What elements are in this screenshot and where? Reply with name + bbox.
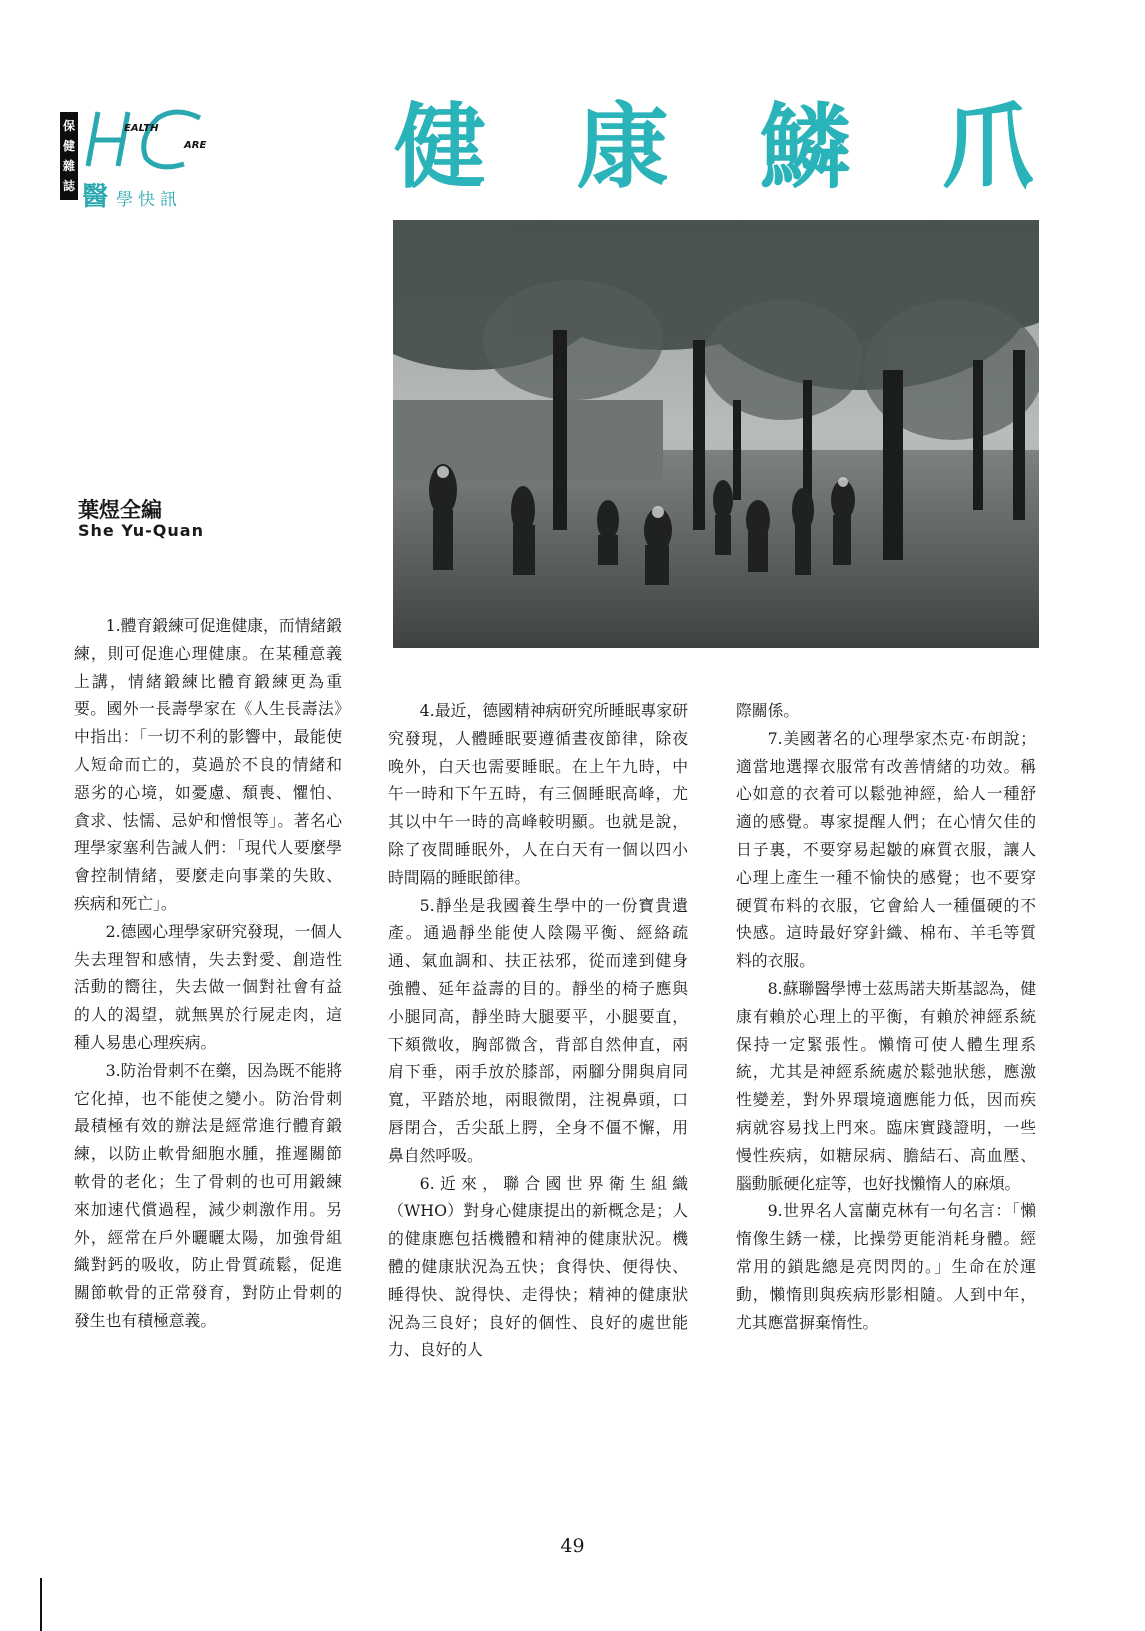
title-char: 康 (576, 93, 669, 201)
article-column-3 (736, 697, 1036, 1336)
title-char: 健 (394, 93, 487, 201)
article-paragraph: 3.防治骨刺不在藥，因為既不能將它化掉，也不能使之變小。防治骨刺最積極有效的辦法是經常進行體育鍛練，以防止軟骨細胞水腫，推遲關節軟骨的老化；生了骨刺的也可用鍛練來加速代償過程，減少刺激作用。另外，經常在戶外曬曬太陽，加強骨組織對鈣的吸收，防止骨質疏鬆，促進關節軟骨的正常發育，對防止骨刺的發生也有積極意義。 (74, 1060, 342, 1330)
logo-small-text: EALTH (124, 123, 159, 134)
vertical-label-char: 雜 (62, 159, 75, 173)
article-column-1 (74, 612, 342, 1335)
park-exercise-photo (393, 220, 1039, 648)
article-paragraph: 2.德國心理學家研究發現，一個人失去理智和感情，失去對愛、創造性活動的嚮往，失去做一個對社會有益的人的渴望，就無異於行屍走肉，這種人易患心理疾病。 (74, 921, 342, 1052)
page-title (394, 92, 1034, 202)
article-paragraph: 8.蘇聯醫學博士茲馬諾夫斯基認為，健康有賴於心理上的平衡，有賴於神經系統保持一定緊張性。懶惰可使人體生理系統，尤其是神經系統處於鬆弛狀態，應激性變差，對外界環境適應能力低，因而疾病就容易找上門來。臨床實踐證明，一些慢性疾病，如糖尿病、膽結石、高血壓、腦動脈硬化症等，也好找懶惰人的麻煩。 (736, 978, 1036, 1193)
vertical-label-char: 保 (62, 119, 75, 133)
vertical-label-char: 健 (62, 139, 75, 153)
author-name-en: She Yu-Quan (78, 521, 204, 540)
author-name-cn: 葉煜全編 (78, 498, 162, 522)
vertical-label-char: 誌 (62, 179, 75, 193)
page-number: 49 (560, 1535, 585, 1557)
magazine-vertical-label (60, 112, 78, 200)
article-paragraph: 1.體育鍛練可促進健康，而情緒鍛練，則可促進心理健康。在某種意義上講，情緒鍛練比體育鍛練更為重要。國外一長壽學家在《人生長壽法》中指出：「一切不利的影響中，最能使人短命而亡的，莫過於不良的情緒和惡劣的心境，如憂慮、頹喪、懼怕、貪求、怯懦、忌妒和憎恨等」。著名心理學家塞利告誡人們：「現代人要麼學會控制情緒，要麼走向事業的失敗、疾病和死亡」。 (74, 616, 342, 913)
section-label (82, 176, 182, 213)
article-paragraph: 7.美國著名的心理學家杰克·布朗說；適當地選擇衣服常有改善情緒的功效。稱心如意的衣着可以鬆弛神經，給人一種舒適的感覺。專家提醒人們；在心情欠佳的日子裏，不要穿易起皺的麻質衣服，讓人心理上產生一種不愉快的感覺；也不要穿硬質布料的衣服，它會給人一種僵硬的不快感。這時最好穿針織、棉布、羊毛等質料的衣服。 (736, 728, 1036, 971)
article-paragraph-continuation: 際關係。 (736, 701, 800, 720)
article-paragraph: 6.近來，聯合國世界衛生組織（WHO）對身心健康提出的新概念是；人的健康應包括機體和精神的健康狀況。機體的健康狀況為五快；食得快、便得快、睡得快、說得快、走得快；精神的健康狀況為三良好；良好的個性、良好的處世能力、良好的人 (388, 1173, 688, 1360)
section-label-big: 醫 (82, 182, 109, 212)
logo-small-text: ARE (184, 140, 207, 151)
scan-edge-line (40, 1578, 42, 1631)
article-column-2 (388, 697, 688, 1364)
title-char: 爪 (941, 93, 1034, 201)
health-care-logo (80, 104, 230, 174)
article-paragraph: 5.靜坐是我國養生學中的一份寶貴遺產。通過靜坐能使人陰陽平衡、經絡疏通、氣血調和、扶正祛邪，從而達到健身強體、延年益壽的目的。靜坐的椅子應與小腿同高，靜坐時大腿要平，小腿要直，下頦微收，胸部微含，背部自然伸直，兩肩下垂，兩手放於膝部，兩腳分開與肩同寬，平踏於地，兩眼微閉，注視鼻頭，口唇閉合，舌尖舐上腭，全身不僵不懈，用鼻自然呼吸。 (388, 895, 688, 1165)
article-paragraph: 9.世界名人富蘭克林有一句名言：「懶惰像生銹一樣，比操勞更能消耗身體。經常用的鎖匙總是亮閃閃的。」生命在於運動，懶惰則與疾病形影相隨。人到中年，尤其應當摒棄惰性。 (736, 1201, 1036, 1332)
section-label-small: 學快訊 (116, 190, 183, 210)
article-paragraph: 4.最近，德國精神病研究所睡眠專家研究發現，人體睡眠要遵循晝夜節律，除夜晚外，白天也需要睡眠。在上午九時，中午一時和下午五時，有三個睡眠高峰，尤其以中午一時的高峰較明顯。也就是說，除了夜間睡眠外，人在白天有一個以四小時間隔的睡眠節律。 (388, 701, 688, 887)
title-char: 鱗 (759, 93, 852, 201)
